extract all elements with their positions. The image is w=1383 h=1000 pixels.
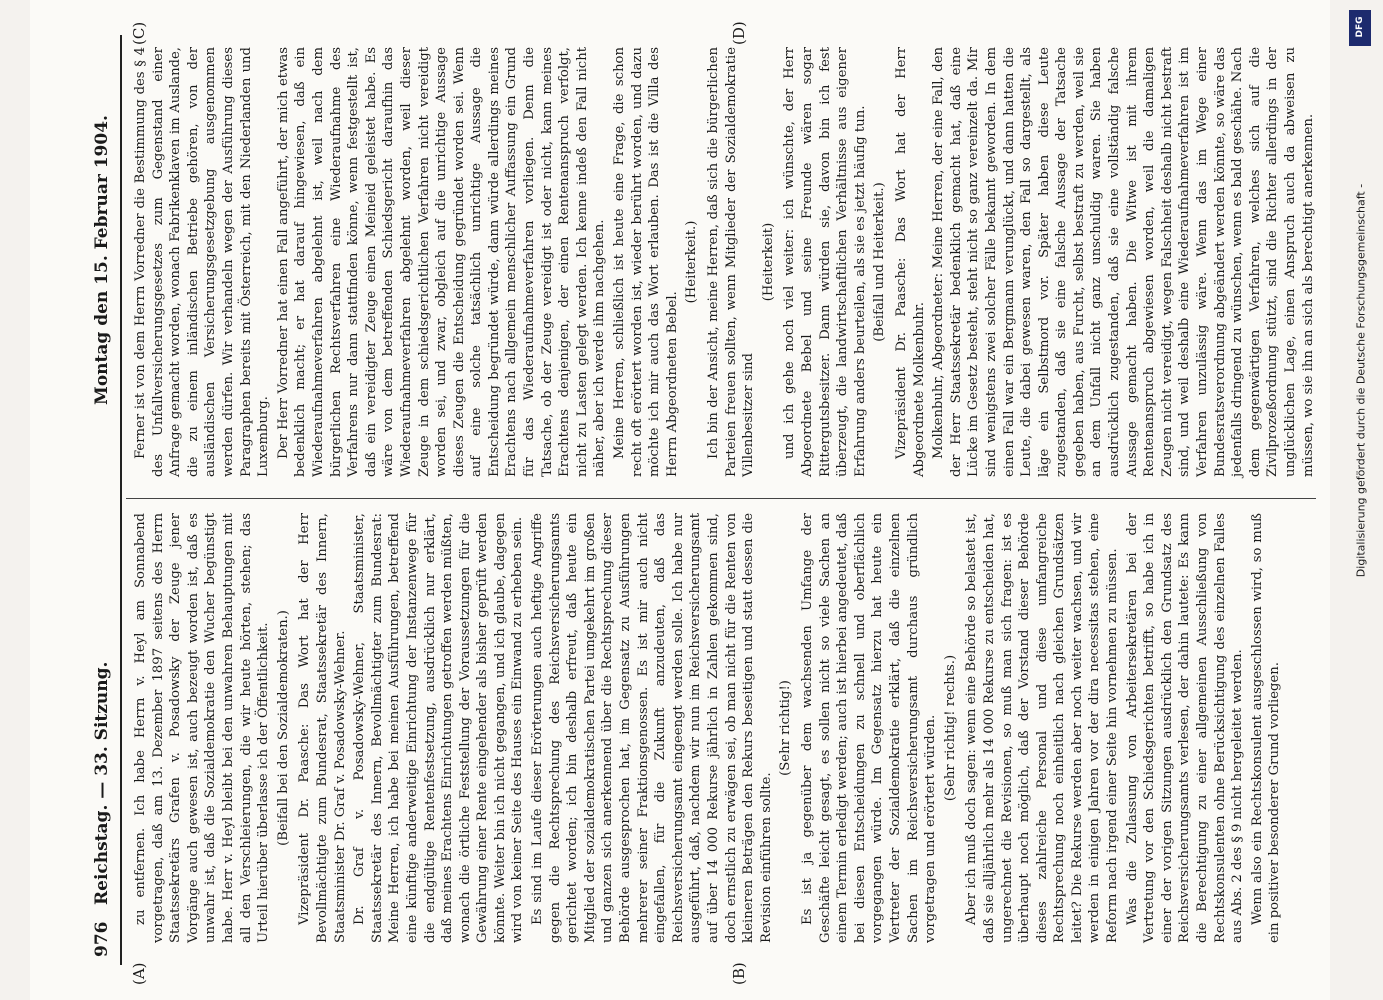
- margin-mark-c: (C): [130, 21, 148, 45]
- interjection: (Sehr richtig!): [778, 680, 794, 776]
- paragraph: Meine Herren, schließlich ist heute eine Frage, die schon recht oft erörtert worden ist, wieder berührt worden, und dazu möchte ich mir auch das Wort erlauben. Das ist die Villa des Herrn Abgeordneten Bebel.: [612, 47, 680, 477]
- paragraph: Aber ich muß doch sagen: wenn eine Behörde so belastet ist, daß sie alljährlich mehr als 14 000 Rekurse zu entscheiden hat, ungerechnet die Revisionen, so muß man sich fragen: ist es überhaupt noch möglich, daß der Vorstand dieser Behörde dieses zahlreiche Personal und diese umfangreiche Rechtsprechung noch einheitlich nach gleichen Grundsätzen leitet? Die Rekurse werden aber noch weiter wachsen, und wir werden in einigen Jahren vor der dira necessitas stehen, eine Reform nach irgend einer Seite hin vornehmen zu müssen.: [964, 513, 1121, 943]
- right-column: [132, 47, 1316, 477]
- scanned-page: [30, 0, 1330, 1000]
- paragraph: Was die Zulassung von Arbeitersekretären bei der Vertretung vor den Schiedsgerichten betrifft, so habe ich in einer der vorigen Sitzungen ausdrücklich den Grundsatz des Reichsversicherungsamts verlesen, der dahin lautete: Es kann die Berechtigung zu einer allgemeinen Ausschließung von Rechtskonsulenten ohne Berücksichtigung des einzelnen Falles aus Abs. 2 des § 9 nicht hergeleitet werden.: [1124, 513, 1246, 943]
- interjection: (Sehr richtig! rechts.): [942, 654, 958, 802]
- left-column: [132, 513, 1312, 943]
- paragraph: Ferner ist von dem Herrn Vorredner die Bestimmung des § 4 des Unfallversicherungsgesetzes zum Gegenstand einer Anfrage gemacht worden, wonach Fabrikenklaven im Auslande, die zu einem inländischen Betriebe gehören, von der ausländischen Versicherungsgesetzgebung ausgenommen werden dürfen. Wir verhandeln wegen der Ausführung dieses Paragraphen bereits mit Österreich, mit den Niederlanden und Luxemburg.: [133, 47, 272, 477]
- interjection: (Heiterkeit): [760, 222, 776, 302]
- paragraph: Es ist ja gegenüber dem wachsenden Umfange der Geschäfte leicht gesagt, es sollen nicht so viele Sachen an einem Termin erledigt werden; auch ist hierbei angedeutet, daß bei diesen Entscheidungen zu schnell und oberflächlich vorgegangen würde. Im Gegensatz hierzu hat heute ein Vertreter der Sozialdemokratie erklärt, daß die einzelnen Sachen im Reichsversicherungsamt durchaus gründlich vorgetragen und erörtert würden.: [799, 513, 939, 943]
- paragraph: Der Herr Vorredner hat einen Fall angeführt, der mich etwas bedenklich macht; er hat darauf hingewiesen, daß ein Wiederaufnahmeverfahren abgelehnt ist, weil nach dem bürgerlichen Rechtsverfahren eine Wiederaufnahme des Verfahrens nur dann stattfinden könne, wenn festgestellt ist, daß ein vereidigter Zeuge einen Meineid geleistet habe. Es wäre von dem betreffenden Schiedsgericht daraufhin das Wiederaufnahmeverfahren abgelehnt worden, weil dieser Zeuge in dem schiedsgerichtlichen Verfahren nicht vereidigt worden sei, und zwar, obgleich auf die unrichtige Aussage dieses Zeugen die Entscheidung gegründet worden sei. Wenn auf eine solche tatsächlich unrichtige Aussage die Entscheidung begründet würde, dann würde allerdings meines Erachtens nach allgemein menschlicher Auffassung ein Grund für das Wiederaufnahmeverfahren vorliegen. Denn die Tatsache, ob der Zeuge vereidigt ist oder nicht, kann meines Erachtens denjenigen, der einen Rentenanspruch verfolgt, nicht zu Lasten gelegt werden. Ich kenne indeß den Fall nicht näher, aber ich werde ihm nachgehen.: [275, 47, 608, 477]
- header-rule: [120, 35, 122, 965]
- paragraph: Ich bin der Ansicht, meine Herren, daß sich die bürgerlichen Parteien freuen sollten, wenn Mitglieder der Sozialdemokratie Villenbesitzer sind: [706, 47, 757, 477]
- dfg-logo: DFG: [1349, 10, 1371, 46]
- digitization-credit: [1346, 6, 1376, 996]
- column-divider: [126, 498, 1316, 499]
- interjection: (Beifall bei den Sozialdemokraten.): [275, 610, 291, 846]
- paragraph: Dr. Graf v. Posadowsky-Wehner, Staatsminister, Staatssekretär des Innern, Bevollmächtigter zum Bundesrat: Meine Herren, ich habe bei meinen Ausführungen, betreffend eine künftige anderweitige Einrichtung der Instanzenwege für die endgültige Rentenfestsetzung, ausdrücklich nur erklärt, daß meines Erachtens Einrichtungen getroffen werden müßten, wonach die örtliche Feststellung der Voraussetzungen für die Gewährung einer Rente eingehender als bisher geprüft werden könnte. Weiter bin ich nicht gegangen, und ich glaube, dagegen wird von keiner Seite des Hauses ein Einwand zu erheben sein.: [352, 513, 526, 943]
- session-date: Montag den 15. Februar 1904.: [92, 115, 112, 405]
- paragraph: Molkenbuhr, Abgeordneter: Meine Herren, der eine Fall, den der Herr Staatssekretär bedenklich gemacht hat, daß eine Lücke im Gesetz besteht, steht nicht so ganz vereinzelt da. Mir sind wenigstens zwei solcher Fälle bekannt geworden. In dem einen Fall war ein Bergmann verunglückt, und dann hatten die Leute, die dabei gewesen waren, den Fall so dargestellt, als läge ein Selbstmord vor. Später haben diese Leute zugestanden, daß sie eine falsche Aussage der Tatsache gegeben haben, aus Furcht, selbst bestraft zu werden, weil sie an dem Unfall nicht ganz unschuldig waren. Sie haben ausdrücklich zugestanden, daß sie eine vollständig falsche Aussage gemacht haben. Die Witwe ist mit ihrem Rentenanspruch abgewiesen worden, weil die damaligen Zeugen nicht vereidigt, wegen Falschheit deshalb nicht bestraft sind, und weil deshalb eine Wiederaufnahmeverfahren ist im Verfahren unzulässig wäre. Wenn das im Wege einer Bundesratsverordnung abgeändert werden könnte, so wäre das jedenfalls dringend zu wünschen, wenn es bald geschähe. Nach dem gegenwärtigen Verfahren, welches sich auf die Zivilprozeßordnung stützt, sind die Richter allerdings in der unglücklichen Lage, einen Anspruch auch da abweisen zu müssen, wo sie ihn an sich als berechtigt anerkennen.: [931, 47, 1316, 477]
- margin-mark-d: (D): [730, 21, 748, 45]
- interjection: (Heiterkeit.): [684, 220, 700, 304]
- paragraph: und ich gehe noch viel weiter: ich wünschte, der Herr Abgeordnete Bebel und seine Freunde wären sogar Rittergutsbesitzer. Dann würden sie, davon bin ich fest überzeugt, die landwirtschaftlichen Verhältnisse aus eigener Erfahrung anders beurteilen, als sie es jetzt häufig tun.: [782, 47, 868, 477]
- paragraph: zu entfernen. Ich habe Herrn v. Heyl am Sonnabend vorgetragen, daß am 13. Dezember 1897 seitens des Herrn Staatssekretärs Grafen v. Posadowsky der Zeuge jener Vorgänge auch gewesen ist, auch bezeugt worden ist, daß es unwahr ist, daß die Sozialdemokratie den Wucher begünstigt habe. Herr v. Heyl bleibt bei den unwahren Behauptungen mit all den Verschleierungen, die wir heute hörten, stehen; das Urteil hierüber überlasse ich der Öffentlichkeit.: [133, 513, 272, 943]
- credit-text: Digitalisierung gefördert durch die Deutsche Forschungsgemeinschaft -: [1354, 183, 1368, 578]
- paragraph: Vizepräsident Dr. Paasche: Das Wort hat der Herr Abgeordnete Molkenbuhr.: [893, 47, 927, 477]
- margin-mark-a: (A): [130, 962, 148, 985]
- paragraph: Es sind im Laufe dieser Erörterungen auch heftige Angriffe gegen die Rechtsprechung des Reichsversicherungsamts gerichtet worden; ich bin deshalb erfreut, daß heute ein Mitglied der sozialdemokratischen Partei umgekehrt im großen und ganzen sich anerkennend über die Rechtsprechung dieser Behörde ausgesprochen hat, im Gegensatz zu Ausführungen mehrerer seiner Fraktionsgenossen. Es ist mir auch nicht eingefallen, für die Zukunft anzudeuten, daß das Reichsversicherungsamt eingeengt werden solle. Ich habe nur ausgeführt, daß, nachdem wir nun im Reichsversicherungsamt auf über 14 000 Rekurse jährlich in Zahlen gekommen sind, doch ernstlich zu erwägen sei, ob man nicht für die Renten von kleineren Beträgen den Rekurs beseitigen und statt dessen die Revision einführen sollte.: [530, 513, 774, 943]
- paragraph: Wenn also ein Rechtskonsulent ausgeschlossen wird, so muß ein positiver besonderer Grund vorliegen.: [1249, 513, 1283, 943]
- margin-mark-b: (B): [730, 962, 748, 985]
- session-title: Reichstag. — 33. Sitzung.: [92, 661, 112, 905]
- page-header: [90, 35, 116, 965]
- paragraph: Vizepräsident Dr. Paasche: Das Wort hat der Herr Bevollmächtigte zum Bundesrat, Staatssekretär des Innern, Staatsminister Dr. Graf v. Posadowsky-Wehner.: [297, 513, 348, 943]
- page-number: 976: [92, 921, 112, 957]
- page-content: [90, 21, 1330, 985]
- interjection: (Beifall und Heiterkeit.): [872, 182, 888, 342]
